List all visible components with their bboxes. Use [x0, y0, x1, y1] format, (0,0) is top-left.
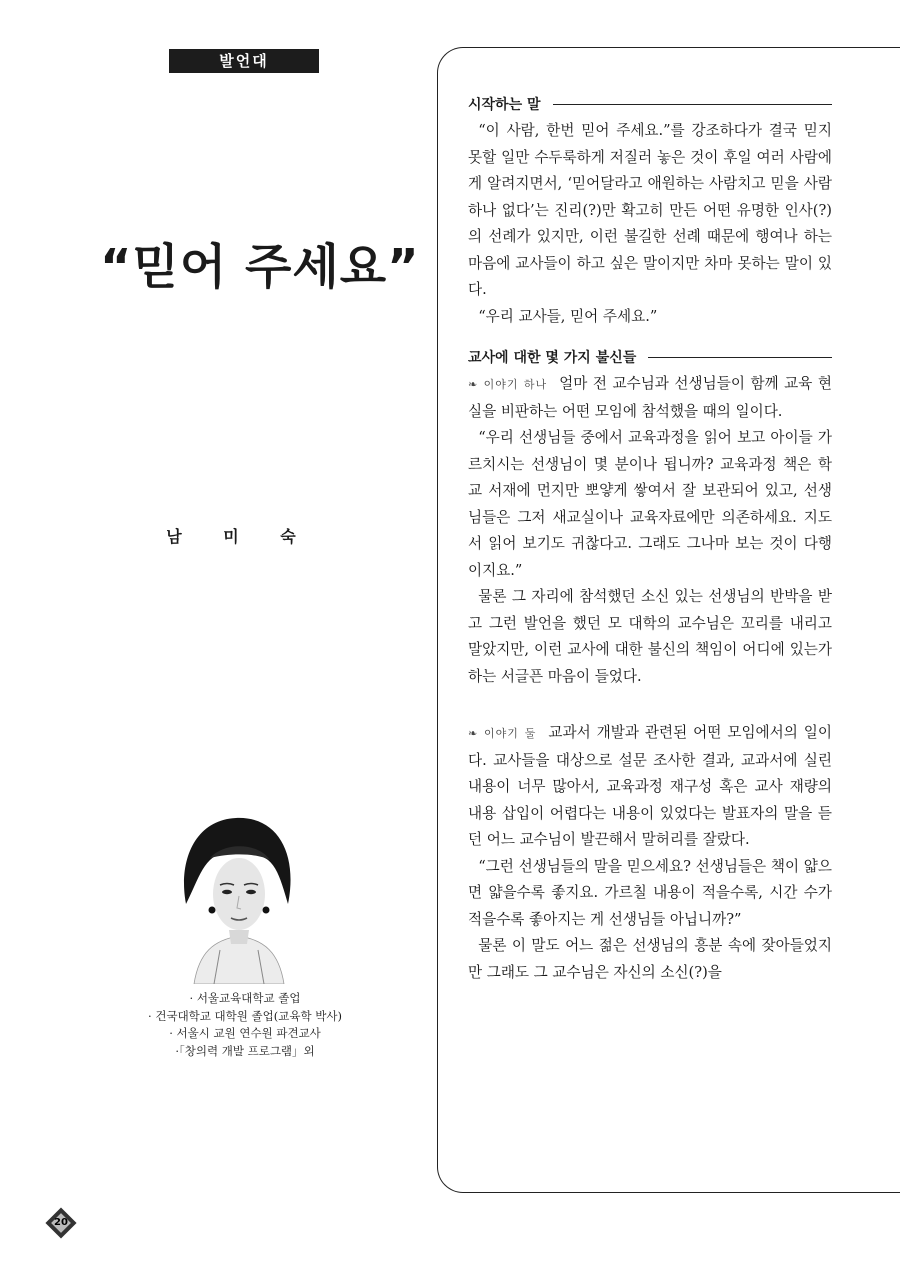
bio-line: · 서울시 교원 연수원 파견교사	[169, 1026, 321, 1040]
paragraph: “이 사람, 한번 믿어 주세요.”를 강조하다가 결국 믿지 못할 일만 수두룩하게 저질러 놓은 것이 후일 여러 사람에게 알려지면서, ‘믿어달라고 애원하는 사람치고 믿을 사람 하나 없다’는 진리(?)만 확고히 만든 어떤 유명한 인사(?)의 선례가 있지만, 이런 불길한 선례 때문에 행여나 하는 마음에 교사들이 하고 싶은 말이지만 차마 못하는 말이 있다.	[468, 122, 833, 298]
paragraph	[468, 720, 832, 854]
heading-rule	[553, 104, 833, 105]
bio-line: ·「창의력 개발 프로그램」외	[175, 1043, 315, 1058]
section-tag: 발언대	[169, 49, 319, 73]
paragraph: “우리 선생님들 중에서 교육과정을 읽어 보고 아이들 가르치시는 선생님이 몇 분이나 됩니까? 교육과정 책은 학교 서재에 먼지만 뽀얗게 쌓여서 잘 보관되어 있고, 선생님들은 그저 새교실이나 교육자료에만 의존하세요. 지도서 읽어 보기도 귀찮다고. 그래도 그나마 보는 것이 다행이지요.”	[468, 429, 832, 579]
paragraph: 물론 그 자리에 참석했던 소신 있는 선생님의 반박을 받고 그런 발언을 했던 모 대학의 교수님은 꼬리를 내리고 말았지만, 이런 교사에 대한 불신의 책임이 어디에 있는가 하는 서글픈 마음이 들었다.	[468, 588, 832, 685]
bio-line: · 서울교육대학교 졸업	[189, 991, 301, 1005]
author-name: 남 미 숙	[166, 527, 314, 546]
author-portrait	[174, 812, 304, 984]
paragraph: “우리 교사들, 믿어 주세요.”	[478, 307, 658, 325]
paragraph: “그런 선생님들의 말을 믿으세요? 선생님들은 책이 얇으면 얇을수록 좋지요. 가르칠 내용이 적을수록, 시간 수가 적을수록 좋아지는 게 선생님들 아닙니까?”	[468, 857, 832, 928]
article-title: “믿어 주세요”	[100, 239, 420, 295]
heading-rule	[648, 357, 832, 358]
paragraph	[468, 371, 832, 425]
bio-line: · 건국대학교 대학원 졸업(교육학 박사)	[148, 1008, 342, 1023]
section-heading-row	[468, 346, 832, 368]
section-heading: 시작하는 말	[468, 97, 541, 113]
paragraph: 물론 이 말도 어느 젊은 선생님의 흥분 속에 잦아들었지만 그래도 그 교수님은 자신의 소신(?)을	[468, 937, 832, 981]
paragraph-text: 교과서 개발과 관련된 어떤 모임에서의 일이다. 교사들을 대상으로 설문 조사한 결과, 교과서에 실린 내용이 너무 많아서, 교육과정 재구성 혹은 교사 재량의 내용 삽입이 어렵다는 내용이 있었다는 발표자의 말을 듣던 어느 교수님이 발끈해서 말허리를 잘랐다.	[468, 724, 833, 848]
page-number-badge	[47, 1209, 75, 1237]
page-number: 20	[54, 1217, 68, 1228]
paragraph-text: 얼마 전 교수님과 선생님들이 함께 교육 현실을 비판하는 어떤 모임에 참석했을 때의 일이다.	[468, 375, 833, 420]
story-marker: ❧ 이야기 둘	[468, 727, 537, 740]
article-body	[468, 93, 832, 986]
author-bio	[110, 990, 380, 1060]
story-marker: ❧ 이야기 하나	[468, 378, 548, 391]
section-heading: 교사에 대한 몇 가지 불신들	[468, 350, 637, 366]
section-heading-row	[468, 93, 832, 115]
